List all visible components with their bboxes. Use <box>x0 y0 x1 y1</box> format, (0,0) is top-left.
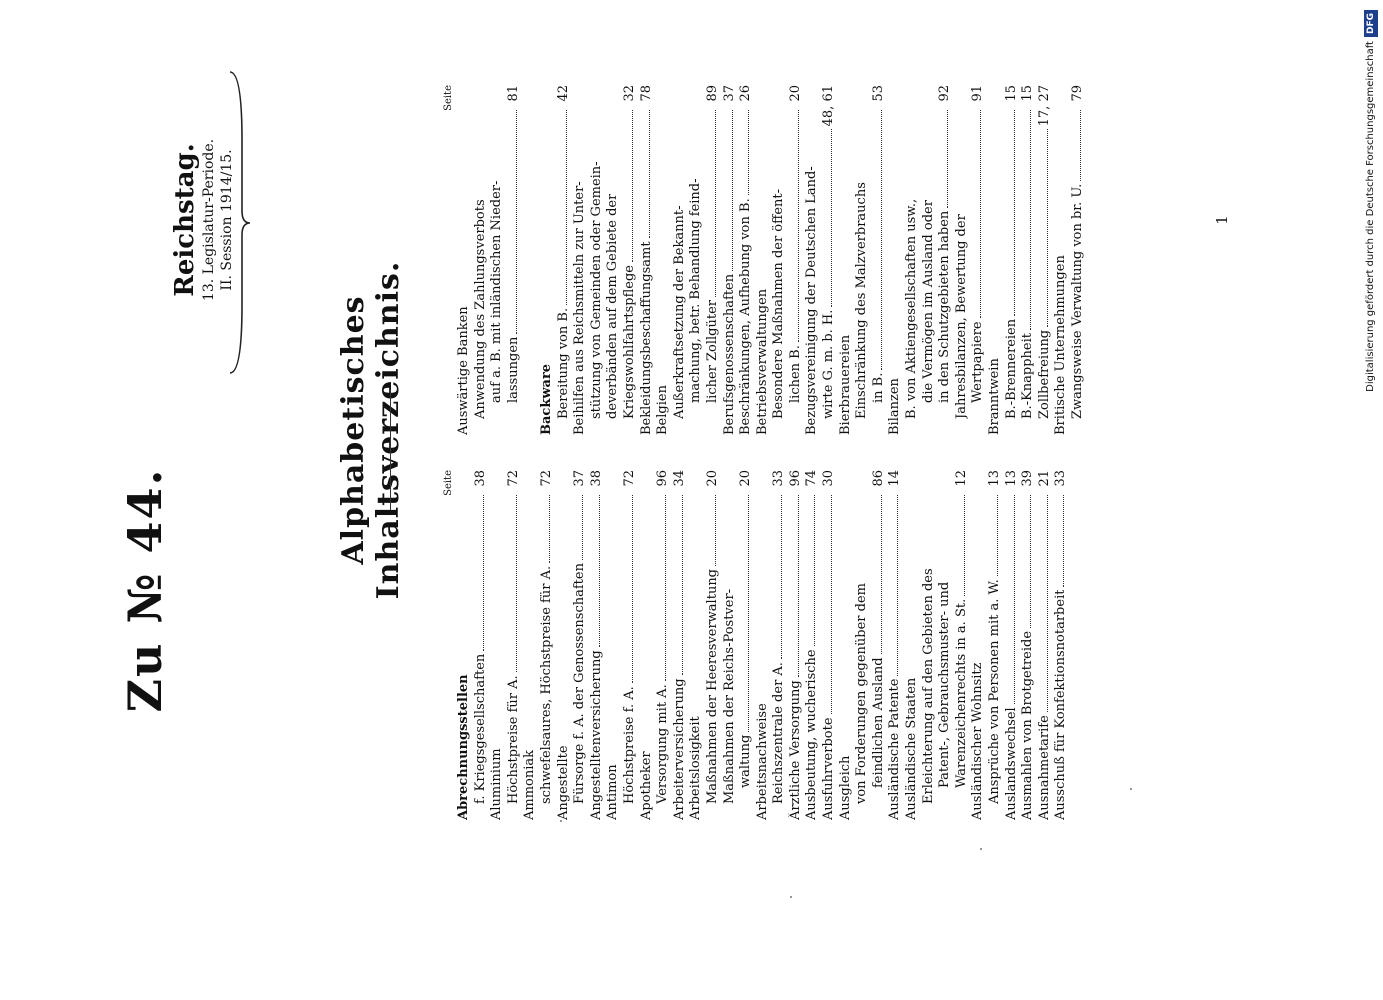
index-entry <box>589 470 606 820</box>
index-entry-page: 33 <box>1053 470 1069 487</box>
index-entry <box>1020 85 1037 435</box>
index-entry <box>1053 470 1070 820</box>
index-entry <box>921 85 938 435</box>
index-entry <box>655 85 672 435</box>
index-entry <box>987 470 1004 820</box>
index-entry-page: 91 <box>970 85 986 102</box>
index-entry-page: 81 <box>505 85 521 102</box>
index-entry <box>473 470 490 820</box>
document-number-title: Zu № 44. <box>118 467 172 713</box>
index-entry <box>871 470 888 820</box>
index-entry-text: Ausbeutung, wucherische <box>804 649 820 820</box>
index-entry-page: 20 <box>738 470 754 487</box>
index-entry <box>937 85 954 435</box>
index-entry <box>904 470 921 820</box>
index-entry-page: 15 <box>1003 85 1019 102</box>
index-entry-page: 86 <box>870 470 886 487</box>
index-entry-text: Belgien <box>655 385 671 435</box>
index-entry <box>854 85 871 435</box>
leader-dots <box>640 110 650 238</box>
index-entry <box>887 470 904 820</box>
index-entry-text: Erleichterung auf den Gebieten des <box>920 568 936 804</box>
index-entry-text: Angestellte <box>555 745 571 820</box>
index-entry-text: Zollbefreiung <box>1036 329 1052 419</box>
index-entry-text: Ausgleich <box>837 755 853 820</box>
index-entry-text: Ausnahmetarife <box>1036 715 1052 820</box>
index-entry-page: 96 <box>787 470 803 487</box>
index-entry <box>589 85 606 435</box>
header-brace-icon <box>228 70 252 375</box>
leader-dots <box>623 495 633 683</box>
index-entry <box>854 470 871 820</box>
index-entry <box>572 470 589 820</box>
index-entry-page: 17, 27 <box>1036 85 1052 127</box>
index-entry <box>871 85 888 435</box>
index-entry-text: Auswärtige Banken <box>456 306 471 435</box>
index-entry <box>838 85 855 435</box>
index-entry-text: Maßnahmen der Heeresverwaltung <box>704 568 720 804</box>
header-org: Reichstag. <box>170 143 200 297</box>
index-entry-page: 13 <box>1003 470 1019 487</box>
leader-dots <box>623 110 633 262</box>
leader-dots <box>872 110 882 370</box>
index-entry-text: Apotheker <box>638 751 654 820</box>
index-entry-text: deverbänden auf dem Gebiete der <box>605 193 621 419</box>
index-entry <box>489 470 506 820</box>
leader-dots <box>1021 110 1031 330</box>
index-entry <box>821 470 838 820</box>
index-entry-text: Ansprüche von Personen mit a. W. <box>987 579 1002 804</box>
digitization-stamp <box>1364 0 1382 1000</box>
index-entry <box>1004 85 1021 435</box>
leader-dots <box>540 495 550 563</box>
index-entry <box>556 470 573 820</box>
index-entry-text: auf a. B. mit inländischen Nieder- <box>489 180 505 403</box>
index-entry <box>539 85 556 435</box>
index-entry-page: 48, 61 <box>821 85 837 127</box>
index-entry <box>954 470 971 820</box>
index-entry <box>622 470 639 820</box>
index-entry-page: 38 <box>472 470 488 487</box>
leader-dots <box>474 495 484 651</box>
leader-dots <box>706 110 716 297</box>
index-entry-text: Berufsgenossenschaften <box>721 273 737 435</box>
index-entry-text: Arbeitsnachweise <box>754 703 770 820</box>
leader-dots <box>772 495 782 659</box>
leader-dots <box>739 495 749 732</box>
index-list-right <box>456 85 1087 435</box>
leader-dots <box>673 495 683 675</box>
index-entry-text: Angestelltenversicherung <box>588 650 604 820</box>
index-entry-page: 96 <box>655 470 671 487</box>
index-entry <box>804 85 821 435</box>
index-entry <box>672 85 689 435</box>
index-entry <box>987 85 1004 435</box>
index-entry <box>738 470 755 820</box>
index-entry-page: 34 <box>671 470 687 487</box>
index-entry-text: Beschränkungen, Aufhebung von B. <box>738 198 754 435</box>
index-entry <box>821 85 838 435</box>
index-entry-text: B.-Brennereien <box>1003 318 1019 419</box>
index-entry <box>771 470 788 820</box>
index-entry-page: 37 <box>721 85 737 102</box>
index-entry <box>887 85 904 435</box>
leader-dots <box>822 495 832 714</box>
index-entry-page: 20 <box>787 85 803 102</box>
page-number: 1 <box>1213 215 1231 225</box>
leader-dots <box>1021 495 1031 628</box>
index-entry <box>572 85 589 435</box>
index-entry-text: Ausländischer Wohnsitz <box>970 662 986 820</box>
leader-dots <box>938 110 948 208</box>
header-period: 13. Legislatur-Periode. <box>201 138 217 302</box>
index-entry-text: Antimon <box>605 764 621 820</box>
index-entry <box>456 470 473 820</box>
index-entry-text: Ammoniak <box>522 749 538 820</box>
index-entry <box>954 85 971 435</box>
index-entry <box>788 470 805 820</box>
leader-dots <box>988 495 998 576</box>
column-header-seite: Seite <box>443 470 454 496</box>
index-entry-page: 72 <box>505 470 521 487</box>
index-entry <box>639 470 656 820</box>
index-entry-text: Britische Unternehmungen <box>1053 255 1069 435</box>
scan-speck <box>560 820 562 822</box>
index-entry-text: schwefelsaures, Höchstpreise für A. <box>538 565 554 804</box>
index-entry <box>1004 470 1021 820</box>
index-entry-text: waltung <box>738 734 754 788</box>
index-entry-text: von Forderungen gegenüber dem <box>854 583 870 804</box>
leader-dots <box>1038 129 1048 327</box>
scan-speck <box>1130 788 1132 790</box>
index-entry-page: 33 <box>771 470 787 487</box>
index-entry <box>688 470 705 820</box>
index-entry-text: Versorgung mit A. <box>655 684 671 804</box>
index-entry-text: Ausschuß für Konfektionsnotarbeit <box>1053 589 1069 820</box>
column-header-seite: Seite <box>443 85 454 111</box>
leader-dots <box>1071 110 1081 181</box>
index-entry-text: B.-Knappheit <box>1020 332 1036 419</box>
index-entry-text: Arbeitslosigkeit <box>688 716 704 820</box>
index-entry <box>937 470 954 820</box>
index-entry-text: Beihilfen aus Reichsmitteln zur Unter- <box>572 181 588 435</box>
index-entry-page: 21 <box>1036 470 1052 487</box>
index-entry <box>1037 470 1054 820</box>
index-entry <box>605 470 622 820</box>
header-session: II. Session 1914/15. <box>219 149 235 291</box>
index-column-right <box>442 85 1087 435</box>
index-entry-text: Auslandswechsel <box>1003 707 1019 820</box>
index-entry <box>522 470 539 820</box>
leader-dots <box>706 495 716 566</box>
index-entry-text: machung, betr. Behandlung feind- <box>688 178 704 403</box>
leader-dots <box>739 110 749 195</box>
index-entry-page: 20 <box>704 470 720 487</box>
index-entry <box>605 85 622 435</box>
index-entry <box>705 470 722 820</box>
index-entry-text: f. Kriegsgesellschaften <box>472 653 488 804</box>
index-entry <box>722 470 739 820</box>
index-entry <box>1053 85 1070 435</box>
index-entry <box>539 470 556 820</box>
index-entry-page: 89 <box>704 85 720 102</box>
index-entry-page: 74 <box>804 470 820 487</box>
index-entry <box>788 85 805 435</box>
index-entry <box>622 85 639 435</box>
index-entry-text: Bilanzen <box>887 378 903 435</box>
index-entry <box>804 470 821 820</box>
index-entry <box>522 85 539 435</box>
index-entry-text: Höchstpreise f. A. <box>621 686 637 804</box>
leader-dots <box>822 129 832 306</box>
leader-dots <box>1005 495 1015 704</box>
index-entry-text: Aluminium <box>489 748 505 820</box>
index-entry <box>506 470 523 820</box>
index-entry-text: wirte G. m. b. H. <box>821 309 837 419</box>
index-entry <box>705 85 722 435</box>
index-entry-page: 38 <box>588 470 604 487</box>
index-entry-page: 12 <box>953 470 969 487</box>
index-entry <box>970 85 987 435</box>
index-entry-text: stützung von Gemeinden oder Gemein- <box>588 161 604 419</box>
index-entry <box>904 85 921 435</box>
digitization-note: Digitalisierung gefördert durch die Deutsche Forschungsgemeinschaft <box>1365 41 1376 392</box>
index-column-left <box>442 470 1070 820</box>
scan-speck <box>980 848 982 850</box>
header-block <box>170 70 236 370</box>
index-entry-page: 39 <box>1020 470 1036 487</box>
index-entry-text: Höchstpreise für A. <box>505 675 521 804</box>
index-entry <box>838 470 855 820</box>
index-entry-text: Warenzeichenrechts in a. St. <box>953 598 969 788</box>
main-title: Alphabetisches Inhaltsverzeichnis. <box>336 260 406 600</box>
index-entry <box>489 85 506 435</box>
leader-dots <box>1054 495 1064 587</box>
index-entry-text: Ausländische Staaten <box>904 677 920 820</box>
index-entry-text: Bekleidungsbeschaffungsamt <box>638 241 654 435</box>
index-entry-page: 92 <box>937 85 953 102</box>
index-entry-text: Anwendung des Zahlungsverbots <box>472 199 488 419</box>
index-entry-text: Ausmahlen von Brotgetreide <box>1020 630 1036 820</box>
index-entry-text: feindlichen Ausland <box>870 657 886 788</box>
index-entry-text: Maßnahmen der Reichs-Postver- <box>721 588 737 804</box>
index-entry-text: Branntwein <box>987 358 1002 435</box>
index-entry-text: Reichszentrale der A. <box>771 662 787 804</box>
index-entry <box>722 85 739 435</box>
index-entry-text: Backware <box>538 363 554 435</box>
index-entry <box>506 85 523 435</box>
index-entry <box>921 470 938 820</box>
index-entry <box>970 470 987 820</box>
index-entry <box>1037 85 1054 435</box>
leader-dots <box>590 495 600 647</box>
dfg-logo: DFG <box>1364 10 1378 37</box>
index-entry-text: Besondere Maßnahmen der öffent- <box>771 188 787 419</box>
index-entry-text: lichen B. <box>787 345 803 403</box>
leader-dots <box>656 495 666 681</box>
index-entry-text: in den Schutzgebieten haben <box>937 210 953 403</box>
index-entry-text: Außerkraftsetzung der Bekannt- <box>671 205 687 419</box>
index-entry-page: 53 <box>870 85 886 102</box>
index-entry <box>556 85 573 435</box>
index-entry <box>672 470 689 820</box>
index-entry-text: Bezugsvereinigung der Deutschen Land- <box>804 166 820 435</box>
index-entry <box>688 85 705 435</box>
leader-dots <box>1005 110 1015 316</box>
index-entry-text: Ärztliche Versorgung <box>787 680 803 820</box>
leader-dots <box>723 110 733 271</box>
leader-dots <box>805 495 815 646</box>
index-entry-page: 72 <box>621 470 637 487</box>
scan-speck <box>790 896 792 898</box>
index-entry-text: Patent-, Gebrauchsmuster- und <box>937 581 953 788</box>
index-entry-page: 15 <box>1020 85 1036 102</box>
leader-dots <box>888 495 898 676</box>
leader-dots <box>507 495 517 672</box>
index-entry-text: Ausfuhrverbote <box>821 717 837 820</box>
index-entry <box>639 85 656 435</box>
index-entry-page: 79 <box>1069 85 1085 102</box>
index-entry-page: 14 <box>887 470 903 487</box>
index-entry <box>456 85 473 435</box>
index-entry-text: Wertpapiere <box>970 321 986 403</box>
index-entry-page: 32 <box>621 85 637 102</box>
index-entry-text: licher Zollgüter <box>704 299 720 403</box>
leader-dots <box>573 495 583 560</box>
index-entry-text: lassungen <box>505 336 521 403</box>
index-entry-text: Einschränkung des Malzverbrauchs <box>854 182 870 419</box>
index-entry-text: Kriegswohlfahrtspflege <box>621 264 637 419</box>
index-entry-text: Arbeiterversicherung <box>671 678 687 820</box>
leader-dots <box>789 495 799 677</box>
index-entry-page: 42 <box>555 85 571 102</box>
index-entry-page: 13 <box>987 470 1002 487</box>
leader-dots <box>872 495 882 654</box>
title-divider <box>390 390 391 510</box>
index-entry <box>1070 85 1087 435</box>
index-entry-text: in B. <box>870 372 886 403</box>
index-entry-text: Jahresbilanzen, Bewertung der <box>953 214 969 419</box>
index-entry <box>755 85 772 435</box>
index-entry-page: 78 <box>638 85 654 102</box>
index-entry-text: Ausländische Patente <box>887 678 903 820</box>
index-entry-text: Abrechnungsstellen <box>456 674 471 820</box>
index-entry-page: 37 <box>572 470 588 487</box>
index-entry <box>1020 470 1037 820</box>
index-entry-text: Bierbrauereien <box>837 334 853 435</box>
leader-dots <box>971 110 981 318</box>
index-entry <box>738 85 755 435</box>
index-entry-text: Zwangsweise Verwaltung von br. U. <box>1069 183 1085 419</box>
leader-dots <box>557 110 567 305</box>
leader-dots <box>1038 495 1048 712</box>
index-entry-text: Betriebsverwaltungen <box>754 288 770 435</box>
index-entry <box>755 470 772 820</box>
leader-dots <box>955 495 965 596</box>
index-entry-page: 30 <box>821 470 837 487</box>
index-entry <box>473 85 490 435</box>
leader-dots <box>507 110 517 334</box>
leader-dots <box>789 110 799 342</box>
index-list-left <box>456 470 1070 820</box>
index-entry <box>655 470 672 820</box>
index-entry-page: 26 <box>738 85 754 102</box>
index-entry-page: 72 <box>538 470 554 487</box>
index-entry <box>771 85 788 435</box>
index-entry-text: Bereitung von B. <box>555 307 571 419</box>
index-entry-text: B. von Aktiengesellschaften usw., <box>904 198 920 419</box>
index-entry-text: die Vermögen im Ausland oder <box>920 200 936 403</box>
index-entry-text: Fürsorge f. A. der Genossenschaften <box>572 563 588 804</box>
